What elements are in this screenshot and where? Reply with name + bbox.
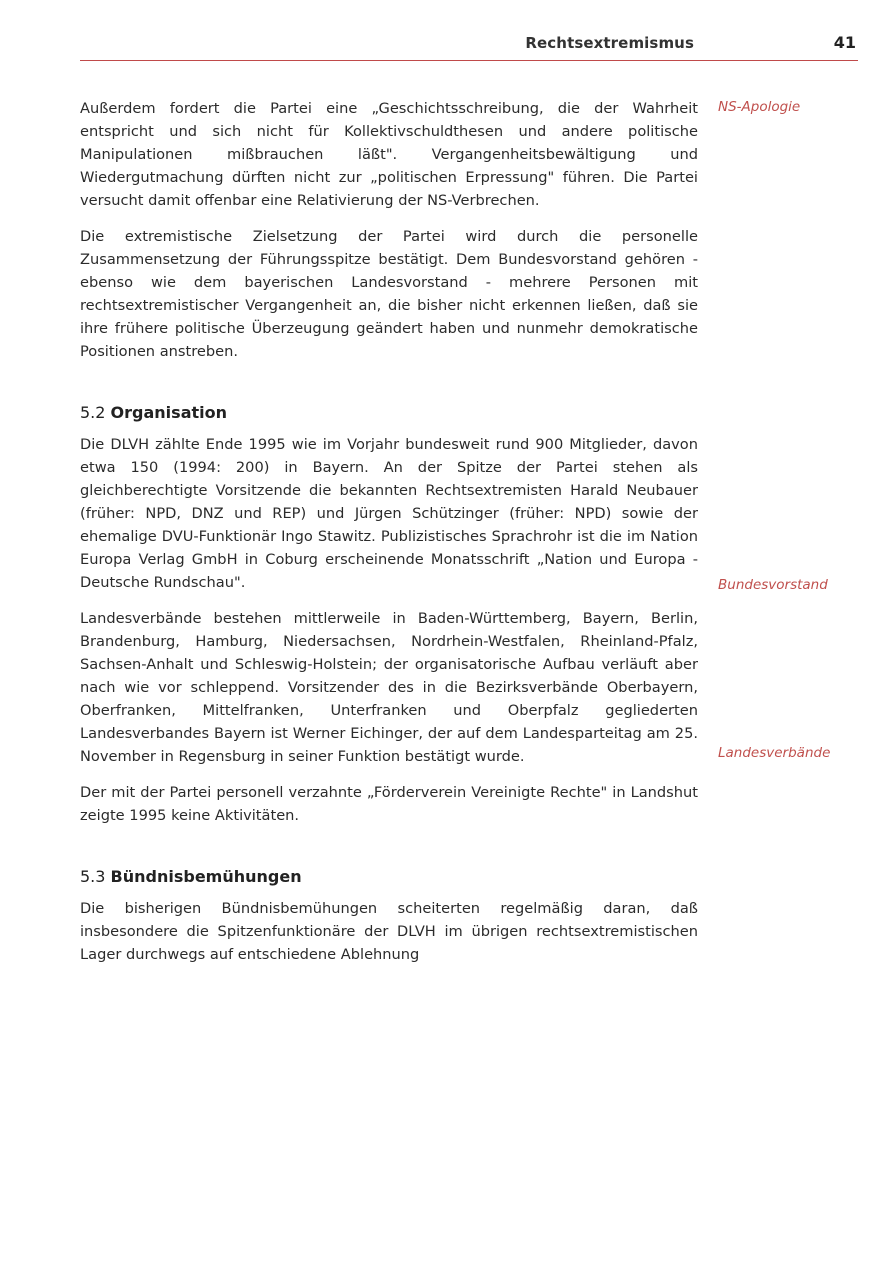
section-heading-buendnisbemuehungen <box>80 865 698 889</box>
section-number: 5.3 <box>80 867 106 886</box>
paragraph-landesverbaende: Landesverbände bestehen mittlerweile in Baden-Württemberg, Bayern, Berlin, Brandenburg, Hamburg, Niedersachsen, Nordrhein-Westfalen, Rheinland-Pfalz, Sachsen-Anhalt und Schleswig-Holstein; der organisatorische Aufbau verläuft aber nach wie vor schleppend. Vorsitzender des in die Bezirksverbände Oberbayern, Oberfranken, Mittelfranken, Unterfranken und Oberpfalz gegliederten Landesverbandes Bayern ist Werner Eichinger, der auf dem Landesparteitag am 25. November in Regensburg in seiner Funktion bestätigt wurde. <box>80 610 698 765</box>
page-number: 41 <box>833 33 856 52</box>
paragraph-buendnis: Die bisherigen Bündnisbemühungen scheiterten regelmäßig daran, daß insbesondere die Spitzenfunktionäre der DLVH im übrigen rechtsextremistischen Lager durchwegs auf entschiedene Ablehnung <box>80 900 698 963</box>
header-rule <box>80 60 858 61</box>
section-number: 5.2 <box>80 403 106 422</box>
running-header-title: Rechtsextremismus <box>525 34 694 52</box>
paragraph-foerderverein: Der mit der Partei personell verzahnte „Förderverein Vereinigte Rechte" in Landshut zeigte 1995 keine Aktivitäten. <box>80 784 698 824</box>
margin-note-landesverbaende: Landesverbände <box>718 745 831 761</box>
paragraph-geschichtsschreibung: Außerdem fordert die Partei eine „Geschichtsschreibung, die der Wahrheit entspricht und sich nicht für Kollektivschuldthesen und andere politische Manipulationen mißbrauchen läßt". Vergangenheitsbewältigung und Wiedergutmachung dürften nicht zur „politischen Erpressung" führen. Die Partei versucht damit offenbar eine Relativierung der NS-Verbrechen. <box>80 100 698 209</box>
section-heading-organisation <box>80 401 698 425</box>
margin-note-bundesvorstand: Bundesvorstand <box>718 577 828 593</box>
page-body <box>80 97 698 979</box>
section-title: Organisation <box>110 403 227 422</box>
running-header <box>80 34 858 58</box>
paragraph-fuehrungsspitze: Die extremistische Zielsetzung der Partei wird durch die personelle Zusammensetzung der Führungsspitze bestätigt. Dem Bundesvorstand gehören - ebenso wie dem bayerischen Landesvorstand - mehrere Personen mit rechtsextremistischer Vergangenheit an, die bisher nicht erkennen ließen, daß sie ihre frühere politische Überzeugung geändert haben und nunmehr demokratische Positionen anstreben. <box>80 228 698 360</box>
margin-note-ns-apologie: NS-Apologie <box>718 99 801 115</box>
section-title: Bündnisbemühungen <box>110 867 302 886</box>
paragraph-mitglieder: Die DLVH zählte Ende 1995 wie im Vorjahr bundesweit rund 900 Mitglieder, davon etwa 150 (1994: 200) in Bayern. An der Spitze der Partei stehen als gleichberechtigte Vorsitzende die bekannten Rechtsextremisten Harald Neubauer (früher: NPD, DNZ und REP) und Jürgen Schützinger (früher: NPD) sowie der ehemalige DVU-Funktionär Ingo Stawitz. Publizistisches Sprachrohr ist die im Nation Europa Verlag GmbH in Coburg erscheinende Monatsschrift „Nation und Europa - Deutsche Rundschau". <box>80 436 698 591</box>
